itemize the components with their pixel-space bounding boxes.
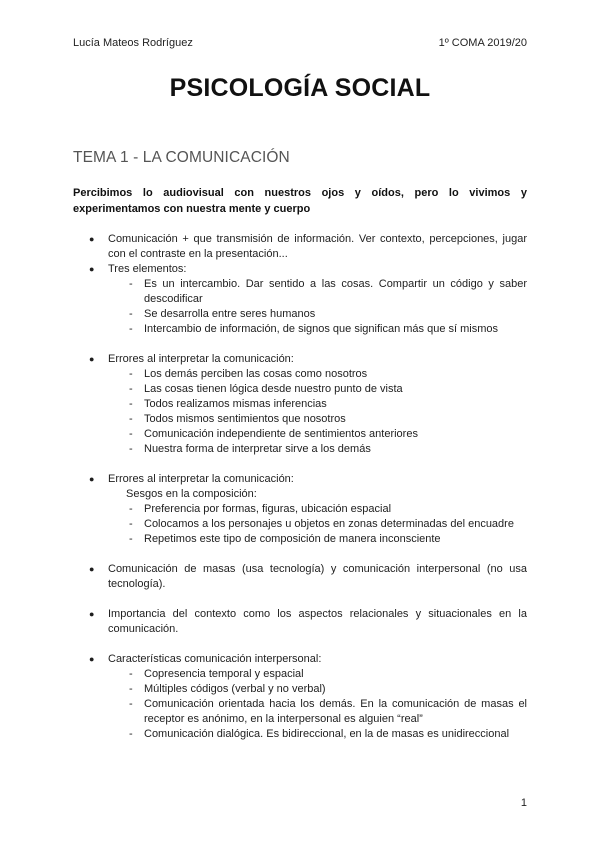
sub-item bbox=[73, 427, 527, 442]
sub-item bbox=[73, 382, 527, 397]
page-number: 1 bbox=[520, 797, 527, 809]
sub-item bbox=[73, 412, 527, 427]
bullet-group bbox=[73, 232, 527, 337]
bullet-item bbox=[73, 232, 527, 262]
dash-icon: - bbox=[129, 443, 133, 455]
dash-icon: - bbox=[129, 368, 133, 380]
bullet-item bbox=[73, 607, 527, 637]
sub-item-text: Comunicación independiente de sentimientos anteriores bbox=[144, 428, 418, 440]
sub-item-text: Repetimos este tipo de composición de manera inconsciente bbox=[144, 533, 441, 545]
bullet-group bbox=[73, 607, 527, 637]
sub-item bbox=[73, 727, 527, 742]
dash-icon: - bbox=[129, 398, 133, 410]
dash-icon: - bbox=[129, 413, 133, 425]
bullet-icon: ● bbox=[89, 564, 95, 574]
sub-item-text: Preferencia por formas, figuras, ubicación espacial bbox=[144, 503, 392, 515]
sub-item-text: Comunicación orientada hacia los demás. En la comunicación de masas el receptor es anónimo, en la interpersonal es alguien “real” bbox=[144, 698, 527, 725]
sub-item bbox=[73, 277, 527, 307]
dash-icon: - bbox=[129, 323, 133, 335]
sub-item bbox=[73, 397, 527, 412]
bullet-icon: ● bbox=[89, 234, 95, 244]
dash-icon: - bbox=[129, 383, 133, 395]
dash-icon: - bbox=[129, 533, 133, 545]
dash-icon: - bbox=[129, 503, 133, 515]
notes-content bbox=[73, 232, 527, 757]
section-title: TEMA 1 - LA COMUNICACIÓN bbox=[73, 149, 290, 166]
dash-icon: - bbox=[129, 278, 133, 290]
bullet-icon: ● bbox=[89, 609, 95, 619]
sub-item bbox=[73, 517, 527, 532]
bullet-item bbox=[73, 562, 527, 592]
dash-icon: - bbox=[129, 698, 133, 710]
dash-icon: - bbox=[129, 668, 133, 680]
sub-item-text: Intercambio de información, de signos que significan más que sí mismos bbox=[144, 323, 499, 335]
bullet-text: Comunicación + que transmisión de información. Ver contexto, percepciones, jugar con el contraste en la presentación... bbox=[108, 233, 527, 260]
bullet-group bbox=[73, 472, 527, 547]
bullet-text: Importancia del contexto como los aspectos relacionales y situacionales en la comunicación. bbox=[108, 608, 527, 635]
sub-item bbox=[73, 697, 527, 727]
bullet-group bbox=[73, 562, 527, 592]
sub-item bbox=[73, 442, 527, 457]
sub-item bbox=[73, 667, 527, 682]
sub-item-text: Es un intercambio. Dar sentido a las cosas. Compartir un código y saber descodificar bbox=[144, 278, 527, 305]
intro-paragraph: Percibimos lo audiovisual con nuestros ojos y oídos, pero lo vivimos y experimentamos con nuestra mente y cuerpo bbox=[73, 187, 527, 215]
dash-icon: - bbox=[129, 428, 133, 440]
sub-heading: Sesgos en la composición: bbox=[126, 488, 257, 500]
sub-item bbox=[73, 532, 527, 547]
bullet-text: Comunicación de masas (usa tecnología) y comunicación interpersonal (no usa tecnología). bbox=[108, 563, 527, 590]
bullet-group bbox=[73, 652, 527, 742]
bullet-item bbox=[73, 352, 527, 367]
sub-item-text: Colocamos a los personajes u objetos en zonas determinadas del encuadre bbox=[144, 518, 514, 530]
document-title: PSICOLOGÍA SOCIAL bbox=[169, 74, 431, 102]
bullet-item bbox=[73, 262, 527, 277]
sub-item-text: Todos mismos sentimientos que nosotros bbox=[144, 413, 346, 425]
sub-item bbox=[73, 502, 527, 517]
bullet-item bbox=[73, 472, 527, 487]
dash-icon: - bbox=[129, 518, 133, 530]
sub-item-text: Todos realizamos mismas inferencias bbox=[144, 398, 327, 410]
sub-item bbox=[73, 307, 527, 322]
bullet-text: Errores al interpretar la comunicación: bbox=[108, 473, 294, 485]
sub-item bbox=[73, 322, 527, 337]
sub-item-text: Se desarrolla entre seres humanos bbox=[144, 308, 316, 320]
bullet-item bbox=[73, 652, 527, 667]
bullet-text: Errores al interpretar la comunicación: bbox=[108, 353, 294, 365]
sub-item-text: Copresencia temporal y espacial bbox=[144, 668, 304, 680]
bullet-icon: ● bbox=[89, 354, 95, 364]
bullet-text: Tres elementos: bbox=[108, 263, 187, 275]
dash-icon: - bbox=[129, 308, 133, 320]
sub-item bbox=[73, 682, 527, 697]
bullet-text: Características comunicación interpersonal: bbox=[108, 653, 322, 665]
header-course: 1º COMA 2019/20 bbox=[438, 37, 527, 49]
sub-item-text: Las cosas tienen lógica desde nuestro punto de vista bbox=[144, 383, 403, 395]
sub-item-text: Nuestra forma de interpretar sirve a los demás bbox=[144, 443, 371, 455]
sub-item-text: Múltiples códigos (verbal y no verbal) bbox=[144, 683, 326, 695]
bullet-icon: ● bbox=[89, 654, 95, 664]
bullet-icon: ● bbox=[89, 264, 95, 274]
bullet-group bbox=[73, 352, 527, 457]
dash-icon: - bbox=[129, 728, 133, 740]
dash-icon: - bbox=[129, 683, 133, 695]
header-author: Lucía Mateos Rodríguez bbox=[73, 37, 193, 49]
sub-item-text: Los demás perciben las cosas como nosotros bbox=[144, 368, 368, 380]
sub-item bbox=[73, 367, 527, 382]
sub-item-text: Comunicación dialógica. Es bidireccional, en la de masas es unidireccional bbox=[144, 728, 510, 740]
bullet-icon: ● bbox=[89, 474, 95, 484]
